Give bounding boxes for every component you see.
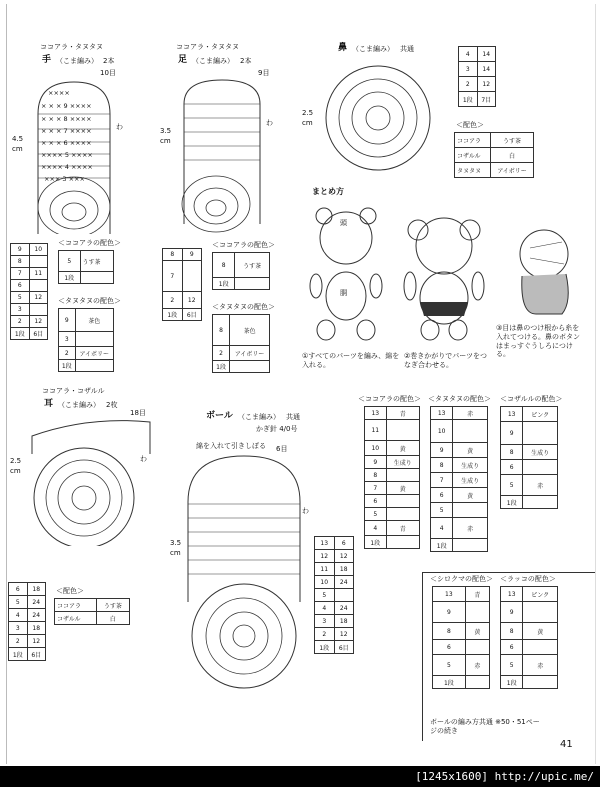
- table-row: 1段: [365, 536, 420, 549]
- table-row: 11: [365, 420, 420, 441]
- ball-color-note: ボールの編み方共通 ※50・51ページの続き: [430, 718, 540, 735]
- ball-unit: cm: [170, 549, 181, 557]
- table-row: 7: [163, 261, 202, 292]
- ear-color-table: [54, 598, 130, 625]
- table-row: 2 12: [9, 635, 46, 648]
- table-row: 6 18: [9, 583, 46, 596]
- table-row: 8 うす茶: [213, 253, 270, 278]
- table-row: 2 12: [11, 316, 48, 328]
- assembly-title: まとめ方: [312, 187, 344, 196]
- table-row: 6: [501, 640, 558, 655]
- table-row: 8 黄: [433, 623, 490, 640]
- table-row: 2 12: [163, 292, 202, 309]
- hand-color-ko-table: [58, 250, 114, 284]
- table-row: 8: [365, 469, 420, 482]
- hand-color-ta-title: ＜タヌタヌの配色＞: [58, 297, 121, 305]
- assembly-step-2: ②巻きかがりでパーツをつなぎ合わせる。: [404, 352, 487, 369]
- nose-color-table: [454, 132, 534, 178]
- ear-ring-label: わ: [140, 455, 147, 463]
- ball-diagram: [184, 452, 304, 692]
- table-row: 5 12: [11, 292, 48, 304]
- table-row: 1段: [431, 539, 488, 552]
- table-row: 2 12: [459, 77, 496, 92]
- table-row: 8: [11, 256, 48, 268]
- table-row: 5: [365, 508, 420, 521]
- table-row: 13 6: [315, 537, 354, 550]
- foot-color-ta-table: [212, 314, 270, 373]
- hand-row-5: × × × 6 ××××: [41, 139, 92, 147]
- table-row: 6: [433, 640, 490, 655]
- table-row: 5 赤: [433, 655, 490, 676]
- ear-diagram: [28, 416, 158, 546]
- table-row: 3: [11, 304, 48, 316]
- ball-height: 3.5: [170, 539, 182, 547]
- ear-height: 2.5: [10, 457, 22, 465]
- hand-title-line1: ココアラ・タヌタヌ: [40, 43, 103, 51]
- table-row: 3: [59, 332, 114, 347]
- ear-title-line1: ココアラ・コザルル: [42, 387, 105, 395]
- hand-height: 4.5: [12, 135, 24, 143]
- hand-row-8: ××× 3 ×××: [44, 175, 85, 183]
- table-row: 7 生成り: [431, 473, 488, 488]
- ball-color-rakko-table: [500, 586, 558, 689]
- ear-color-title: ＜配色＞: [56, 587, 84, 595]
- foot-count: 2本: [240, 57, 252, 65]
- foot-ring-label: わ: [266, 119, 273, 127]
- nose-count: 共通: [400, 45, 414, 53]
- table-row: 2 アイボリー: [59, 347, 114, 360]
- hand-unit: cm: [12, 145, 23, 153]
- table-row: 8 茶色: [213, 315, 270, 346]
- table-row: 1段: [501, 676, 558, 689]
- table-row: 1段 6目: [163, 309, 202, 321]
- foot-color-ta-title: ＜タヌタヌの配色＞: [212, 303, 275, 311]
- ear-counts-table: [8, 582, 46, 661]
- foot-unit: cm: [160, 137, 171, 145]
- table-row: 12 12: [315, 550, 354, 563]
- hand-count: 2本: [103, 57, 115, 65]
- table-row: 9 10: [11, 244, 48, 256]
- table-row: 1段: [501, 496, 558, 509]
- foot-diagram: [176, 74, 268, 234]
- table-row: 9: [501, 422, 558, 445]
- foot-method: （こま編み）: [192, 57, 234, 65]
- hand-title: 手: [42, 55, 52, 65]
- table-row: 1段 6目: [315, 641, 354, 654]
- table-row: 6: [365, 495, 420, 508]
- table-row: 4 24: [315, 602, 354, 615]
- table-row: 4 赤: [431, 518, 488, 539]
- table-row: 6 黄: [431, 488, 488, 503]
- ball-rounds-top: 6目: [276, 445, 288, 453]
- table-row: 13 青: [365, 407, 420, 420]
- table-row: 5: [431, 503, 488, 518]
- ball-color-tanuki-table: [430, 406, 488, 552]
- table-row: 5: [315, 589, 354, 602]
- ball-color-koala-table: [364, 406, 420, 549]
- ball-color-kozaru-title: ＜コザルルの配色＞: [500, 395, 563, 403]
- ear-method: （こま編み）: [58, 401, 100, 409]
- ball-color-rakko-title: ＜ラッコの配色＞: [500, 575, 556, 583]
- table-row: 5 赤: [501, 655, 558, 676]
- foot-rounds-top: 9目: [258, 69, 270, 77]
- nose-unit: cm: [302, 119, 313, 127]
- table-row: 9 生成り: [365, 456, 420, 469]
- hand-color-ko-title: ＜ココアラの配色＞: [58, 239, 121, 247]
- assembly-head-label: 頭: [340, 219, 347, 227]
- hand-row-1: ××××: [48, 89, 70, 97]
- table-row: 1段 6目: [11, 328, 48, 340]
- nose-method: （こま編み）: [352, 45, 394, 53]
- ball-hook: かぎ針 4/0号: [256, 425, 298, 433]
- table-row: コザルル 白: [55, 612, 130, 625]
- hand-row-6: ×××× 5 ××××: [41, 151, 93, 159]
- table-row: 8 生成り: [501, 445, 558, 460]
- table-row: タヌタヌ アイボリー: [455, 163, 534, 178]
- table-row: 6: [11, 280, 48, 292]
- table-row: 8 黄: [501, 623, 558, 640]
- table-row: 13 ピンク: [501, 587, 558, 602]
- table-row: 1段: [213, 361, 270, 373]
- ball-ring-label: わ: [302, 507, 309, 515]
- table-row: 9 黄: [431, 443, 488, 458]
- table-row: 5 赤: [501, 475, 558, 496]
- table-row: 13 青: [433, 587, 490, 602]
- ear-title: 耳: [44, 399, 54, 409]
- foot-color-ko-title: ＜ココアラの配色＞: [212, 241, 275, 249]
- ball-note: 綿を入れて引きしぼる: [196, 442, 266, 450]
- table-row: 13 赤: [431, 407, 488, 420]
- table-row: 10 24: [315, 576, 354, 589]
- table-row: 7 11: [11, 268, 48, 280]
- assembly-step-3: ③目は鼻のつけ根から糸を入れてつける。鼻のボタンはまっすぐうしろにつける。: [496, 324, 580, 359]
- table-row: 1段: [59, 360, 114, 372]
- ball-count: 共通: [286, 413, 300, 421]
- table-row: 4 青: [365, 521, 420, 536]
- hand-counts-table: [10, 243, 48, 340]
- foot-title: 足: [178, 55, 188, 65]
- ball-color-shiroku-title: ＜シロクマの配色＞: [430, 575, 493, 583]
- table-row: ココアラ うす茶: [55, 599, 130, 612]
- table-row: 10 黄: [365, 441, 420, 456]
- hand-row-3: × × × 8 ××××: [41, 115, 92, 123]
- table-row: 9 茶色: [59, 309, 114, 332]
- table-row: 8 生成り: [431, 458, 488, 473]
- ball-color-koala-title: ＜ココアラの配色＞: [358, 395, 421, 403]
- ball-method: （こま編み）: [238, 413, 280, 421]
- nose-height: 2.5: [302, 109, 314, 117]
- table-row: コザルル 白: [455, 148, 534, 163]
- table-row: 3 18: [315, 615, 354, 628]
- nose-color-title: ＜配色＞: [456, 121, 484, 129]
- table-row: 1段: [433, 676, 490, 689]
- hand-method: （こま編み）: [56, 57, 98, 65]
- page-number: 41: [560, 739, 573, 750]
- table-row: 1段 7目: [459, 92, 496, 107]
- ear-count: 2枚: [106, 401, 118, 409]
- table-row: 13 ピンク: [501, 407, 558, 422]
- hand-ring-label: わ: [116, 123, 123, 131]
- table-row: 11 18: [315, 563, 354, 576]
- table-row: 3 14: [459, 62, 496, 77]
- table-row: 4 14: [459, 47, 496, 62]
- assembly-step-1: ①すべてのパーツを編み、綿を入れる。: [302, 352, 400, 369]
- ball-color-shiroku-table: [432, 586, 490, 689]
- table-row: 1段: [59, 272, 114, 284]
- table-row: 8 9: [163, 249, 202, 261]
- table-row: 7 黄: [365, 482, 420, 495]
- table-row: ココアラ うす茶: [455, 133, 534, 148]
- foot-height: 3.5: [160, 127, 172, 135]
- ball-color-kozaru-table: [500, 406, 558, 509]
- hand-row-2: × × × 9 ××××: [41, 102, 92, 110]
- ball-counts-table: [314, 536, 354, 654]
- table-row: 2 アイボリー: [213, 346, 270, 361]
- table-row: 9: [501, 602, 558, 623]
- nose-counts-table: [458, 46, 496, 107]
- ball-color-tanuki-title: ＜タヌタヌの配色＞: [428, 395, 491, 403]
- nose-title: 鼻: [338, 43, 348, 53]
- table-row: 1段: [213, 278, 270, 290]
- table-row: 6: [501, 460, 558, 475]
- ear-unit: cm: [10, 467, 21, 475]
- foot-color-ko-table: [212, 252, 270, 290]
- table-row: 4 24: [9, 609, 46, 622]
- table-row: 10: [431, 420, 488, 443]
- image-host-footer-bar: [0, 766, 600, 787]
- ball-title: ボール: [206, 411, 233, 421]
- image-host-footer-text[interactable]: [1245x1600] http://upic.me/: [415, 770, 594, 783]
- assembly-body-label: 胴: [340, 289, 347, 297]
- hand-row-4: × × × 7 ××××: [41, 127, 92, 135]
- table-row: 1段 6目: [9, 648, 46, 661]
- hand-row-7: ×××× 4 ××××: [41, 163, 93, 171]
- foot-counts-table: [162, 248, 202, 321]
- ear-rounds-top: 18目: [130, 409, 146, 417]
- foot-title-line1: ココアラ・タヌタヌ: [176, 43, 239, 51]
- hand-rounds-top: 10目: [100, 69, 116, 77]
- nose-diagram: [322, 62, 434, 174]
- table-row: 9: [433, 602, 490, 623]
- table-row: 5 うす茶: [59, 251, 114, 272]
- table-row: 5 24: [9, 596, 46, 609]
- table-row: 3 18: [9, 622, 46, 635]
- hand-color-ta-table: [58, 308, 114, 372]
- table-row: 2 12: [315, 628, 354, 641]
